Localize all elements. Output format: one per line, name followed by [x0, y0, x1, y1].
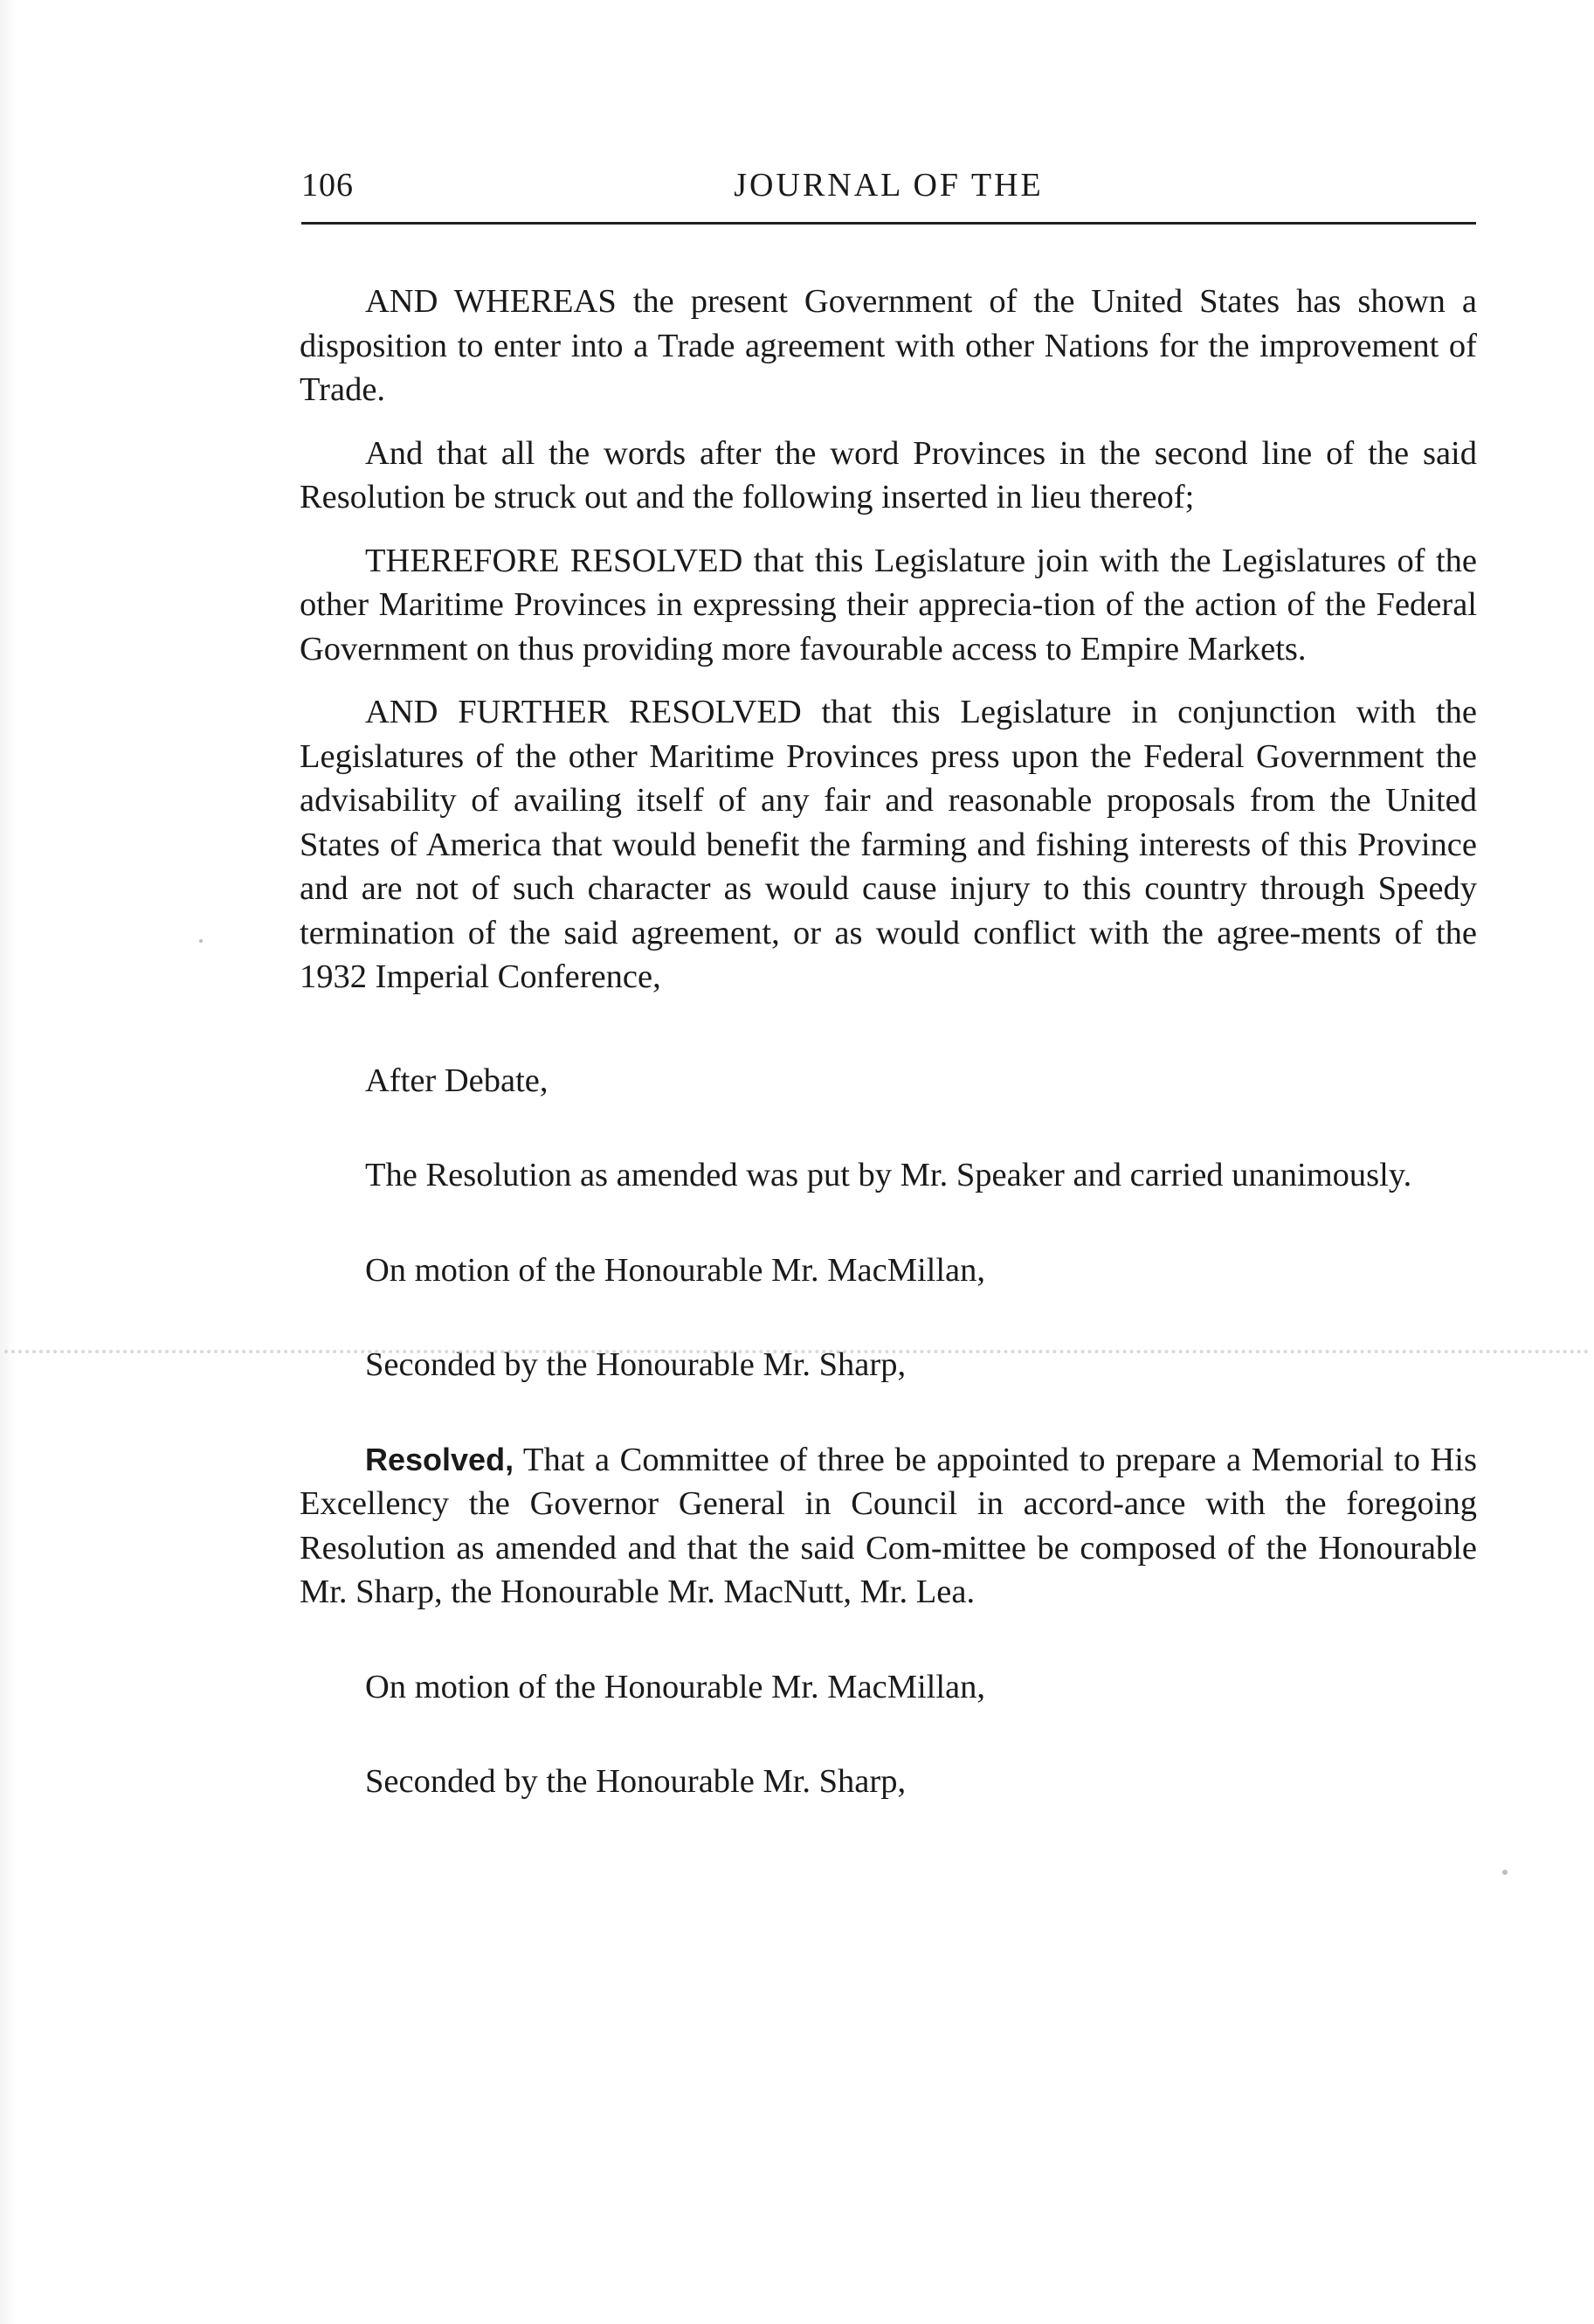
whereas-paragraph: AND WHEREAS the present Government of the United States has shown a disposition to enter into a Trade agreement with other Nations for the improvement of Trade.: [300, 283, 1477, 408]
motion-line: On motion of the Honourable Mr. MacMillan,: [365, 1251, 985, 1289]
scan-artifact-dots: [4, 1350, 1590, 1357]
after-debate-line: After Debate,: [365, 1062, 549, 1099]
resolved-paragraph: [300, 1438, 1477, 1615]
carried-unanimously-paragraph: The Resolution as amended was put by Mr. Speaker and carried unanimously.: [365, 1157, 1412, 1193]
page-header: [301, 166, 1476, 218]
resolved-lead: Resolved,: [365, 1441, 514, 1477]
page-number: 106: [301, 167, 354, 204]
seconded-line-2: Seconded by the Honourable Mr. Sharp,: [365, 1763, 907, 1800]
scan-speck: [199, 939, 203, 943]
scan-speck: [1502, 1870, 1508, 1875]
scan-edge-shading: [0, 0, 16, 2324]
resolved-text: That a Committee of three be appointed to prepare a Memorial to His Excellency the Governor General in Council in accord-ance with the foregoing Resolution as amended and that the said Com-mittee be composed of the Honourable Mr. Sharp, the Honourable Mr. MacNutt, Mr. Lea.: [300, 1441, 1477, 1610]
therefore-resolved-paragraph: THEREFORE RESOLVED that this Legislature join with the Legislatures of the other Maritime Provinces in expressing their apprecia-tion of the action of the Federal Government on thus providing more favourable access to Empire Markets.: [300, 542, 1477, 667]
seconded-line: Seconded by the Honourable Mr. Sharp,: [365, 1346, 907, 1383]
motion-line-2: On motion of the Honourable Mr. MacMillan,: [365, 1668, 985, 1705]
header-rule: [301, 222, 1476, 225]
further-resolved-paragraph: AND FURTHER RESOLVED that this Legislature in conjunction with the Legislatures of the other Maritime Provinces press upon the Federal Government the advisability of availing itself of any fair and reasonable proposals from the United States of America that would benefit the farming and fishing interests of this Province and are not of such character as would cause injury to this country through Speedy termination of the said agreement, or as would conflict with the agree-ments of the 1932 Imperial Conference,: [300, 694, 1477, 995]
journal-body: [300, 280, 1477, 1804]
amendment-paragraph: And that all the words after the word Provinces in the second line of the said Resolution be struck out and the following inserted in lieu thereof;: [300, 434, 1477, 515]
running-title: JOURNAL OF THE: [734, 167, 1044, 204]
